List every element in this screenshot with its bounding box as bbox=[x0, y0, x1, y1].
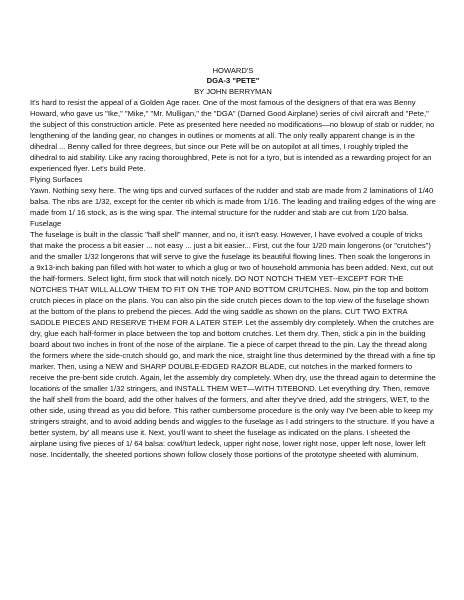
article-title: HOWARD'S bbox=[212, 66, 254, 75]
fuselage-paragraph: The fuselage is built in the classic "half shell" manner, and no, it isn't easy. However, I have evolved a couple of tricks that make the process a bit easier ... not easy ... just a bit easier... First, cut the four 1/20 main longerons (or "crutches") and the smaller 1/32 longerons that will serve to give the fuselage its beautiful flowing lines. Then soak the longerons in a 9x13-inch baking pan filled with hot water to which a glug or two of household ammonia has been added. Next, cut out the half-formers. Select light, firm stock that will notch nicely. DO NOT NOTCH THEM YET--EXCEPT FOR THE NOTCHES THAT WILL ALLOW THEM TO FIT ON THE TOP AND BOTTOM CRUTCHES. Now, pin the top and bottom crutch pieces in place on the plans. You can also pin the side crutch pieces down to the top view of the fuselage shown at the bottom of the plans to prebend the pieces. Add the wing saddle as shown on the plans. CUT TWO EXTRA SADDLE PIECES AND RESERVE THEM FOR A LATER STEP. Let the assembly dry completely. When the crutches are dry, glue each half-former in place between the top and bottom crutches. Let them dry. Then, stick a pin in the building board about two inches in front of the nose of the airplane. Tie a piece of carpet thread to the pin. Lay the thread along the formers where the side-crutch should go, and mark the nice, straight line thus determined by the thread with a fine tip marker. Then, using a NEW and SHARP DOUBLE-EDGED RAZOR BLADE, cut notches in the marked formers to receive the pre-bent side crutch. Again, let the assembly dry completely. When dry, use the thread again to determine the locations of the smaller 1/32 stringers, and INSTALL THEM WET—WITH TITEBOND. Let everything dry. Then, remove the half shell from the board, add the other halves of the formers, and after they've dried, add the stringers, WET, to the other side, using thread as you did before. This rather cumbersome procedure is the only way I've been able to keep my stringers straight, and to avoid adding bends and wiggles to the fuselage as I add stringers to the structure. If you have a better system, by' all means use it. Next, you'll want to sheet the fuselage as indicated on the plans. I sheeted the airplane using five pieces of 1/ 64 balsa: cowl/turt ledeck, upper right nose, lower right nose, upper left nose, lower left nose. Incidentally, the sheeted portions shown follow closely those portions of the prototype sheeted with aluminum. bbox=[30, 230, 436, 460]
article-page bbox=[30, 66, 436, 460]
intro-paragraph: It's hard to resist the appeal of a Golden Age racer. One of the most famous of the designers of that era was Benny Howard, who gave us "Ike," "Mike," "Mr. Mulligan," the "DGA" (Darned Good Airplane) series of civil aircraft and "Pete," the subject of this construction article. Pete as presented here needed no modifications—no blowup of stab or rudder, no lengthening of the landing gear, no changes in outlines or moments at all. The only really apparent change is in the dihedral ... Benny called for three degrees, but since our Pete will be on autopilot at all times, I roughly tripled the dihedral to aid stability. Like any racing thoroughbred, Pete is not for a tyro, but is intended as a rewarding project for an experienced flyer. Let's build Pete. bbox=[30, 98, 435, 174]
section-heading-fuselage: Fuselage bbox=[30, 219, 62, 229]
article-subtitle: DGA-3 "PETE" bbox=[206, 76, 260, 86]
section-heading-flying-surfaces: Flying Surfaces bbox=[30, 175, 83, 185]
article-byline: BY JOHN BERRYMAN bbox=[194, 86, 272, 96]
flying-surfaces-paragraph: Yawn. Nothing sexy here. The wing tips and curved surfaces of the rudder and stab are made from 2 laminations of 1/40 balsa. The ribs are 1/32, except for the center rib which is made from 1/16. The leading and trailing edges of the wing are made from 1/ 16 stock, as is the wing spar. The internal structure for the rudder and stab are cut from 1/20 balsa. bbox=[30, 186, 436, 218]
